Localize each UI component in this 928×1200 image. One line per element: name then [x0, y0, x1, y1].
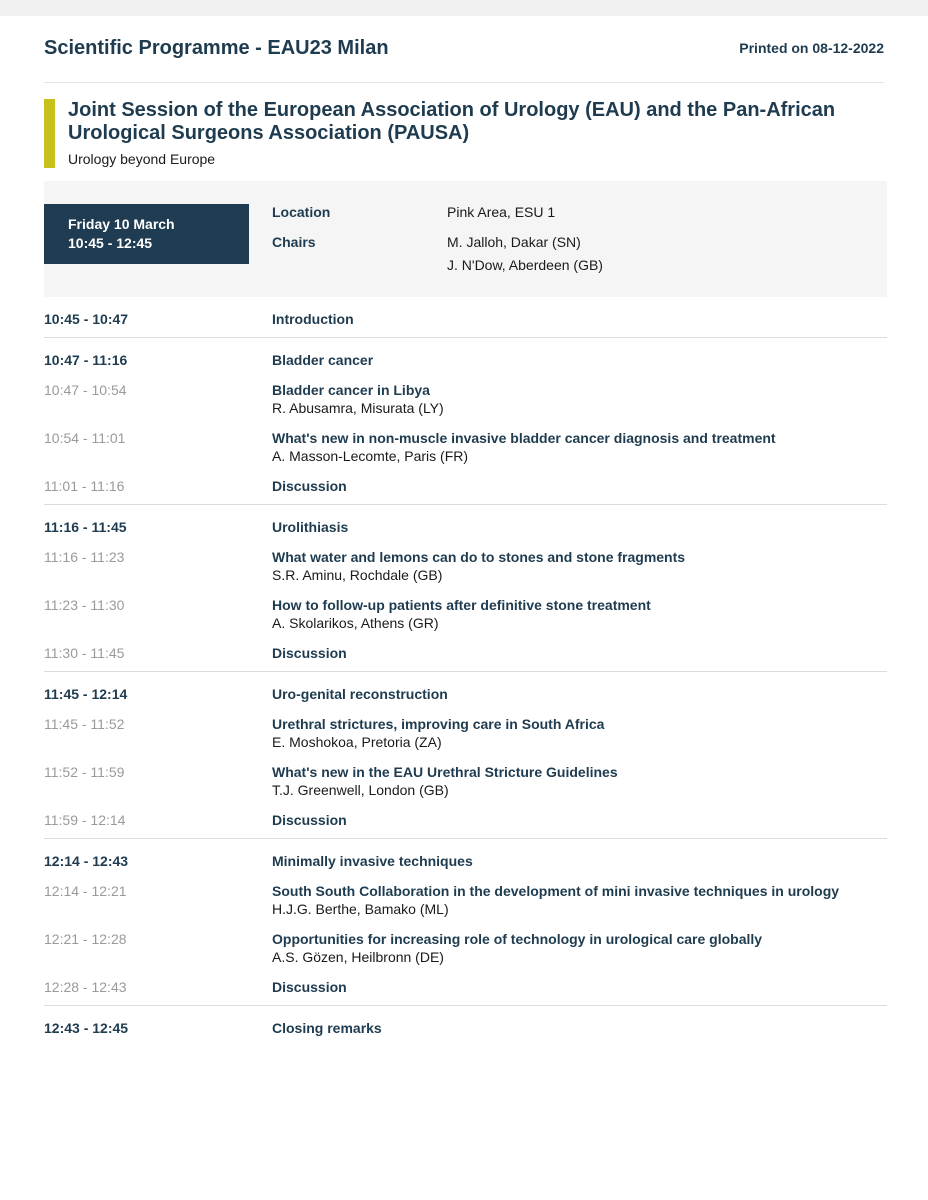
sub-item-content — [272, 596, 887, 632]
top-strip — [0, 0, 928, 16]
sub-item-content — [272, 978, 887, 996]
main-item-title: Urolithiasis — [272, 519, 349, 535]
sub-item-time: 12:28 - 12:43 — [44, 979, 127, 995]
sub-item-time: 12:14 - 12:21 — [44, 883, 127, 899]
programme-group — [44, 685, 887, 839]
session-accent-bar — [44, 99, 55, 168]
sub-item-row — [44, 477, 887, 495]
sub-item-row — [44, 715, 887, 751]
sub-item-time: 11:59 - 12:14 — [44, 812, 126, 828]
date-badge — [44, 204, 249, 264]
sub-item-content — [272, 930, 887, 966]
sub-item-time: 10:47 - 10:54 — [44, 382, 127, 398]
sub-item-time: 11:45 - 11:52 — [44, 716, 125, 732]
main-item-row — [44, 685, 887, 703]
main-item-row — [44, 351, 887, 369]
main-item-content — [272, 310, 887, 328]
sub-item-time: 11:01 - 11:16 — [44, 478, 125, 494]
sub-item-content — [272, 548, 887, 584]
main-item-time: 11:16 - 11:45 — [44, 519, 127, 535]
sub-item-speaker: A. Skolarikos, Athens (GR) — [272, 615, 439, 631]
location-label: Location — [272, 204, 331, 220]
main-item-title: Bladder cancer — [272, 352, 374, 368]
chairs-label: Chairs — [272, 234, 316, 250]
page-title: Scientific Programme - EAU23 Milan — [44, 37, 389, 59]
sub-item-time: 11:52 - 11:59 — [44, 764, 125, 780]
sub-item-title: Discussion — [272, 812, 347, 828]
printed-date: Printed on 08-12-2022 — [739, 40, 884, 56]
main-item-title: Closing remarks — [272, 1020, 382, 1036]
sub-item-row — [44, 930, 887, 966]
main-item-title: Introduction — [272, 311, 354, 327]
sub-item-speaker: A. Masson-Lecomte, Paris (FR) — [272, 448, 469, 464]
sub-item-title: South South Collaboration in the development of mini invasive techniques in urology — [272, 883, 840, 899]
main-item-row — [44, 518, 887, 536]
sub-item-row — [44, 381, 887, 417]
main-item-row — [44, 310, 887, 328]
main-item-time: 10:47 - 11:16 — [44, 352, 128, 368]
sub-item-time: 11:16 - 11:23 — [44, 549, 125, 565]
main-item-row — [44, 852, 887, 870]
sub-item-row — [44, 429, 887, 465]
sub-item-row — [44, 978, 887, 996]
programme-group — [44, 310, 887, 338]
sub-item-content — [272, 381, 887, 417]
main-item-time: 11:45 - 12:14 — [44, 686, 128, 702]
sub-item-time: 11:23 - 11:30 — [44, 597, 125, 613]
sub-item-row — [44, 763, 887, 799]
sub-item-title: Bladder cancer in Libya — [272, 382, 430, 398]
sub-item-title: What water and lemons can do to stones and stone fragments — [272, 549, 686, 565]
main-item-content — [272, 1019, 887, 1037]
main-item-time: 12:43 - 12:45 — [44, 1020, 129, 1036]
main-item-title: Uro-genital reconstruction — [272, 686, 448, 702]
sub-item-content — [272, 715, 887, 751]
sub-item-row — [44, 811, 887, 829]
sub-item-time: 10:54 - 11:01 — [44, 430, 126, 446]
programme-group — [44, 351, 887, 505]
sub-item-title: Discussion — [272, 645, 347, 661]
programme-list — [44, 297, 887, 1046]
sub-item-speaker: A.S. Gözen, Heilbronn (DE) — [272, 949, 444, 965]
sub-item-time: 12:21 - 12:28 — [44, 931, 127, 947]
sub-item-title: What's new in non-muscle invasive bladder cancer diagnosis and treatment — [272, 430, 776, 446]
programme-group — [44, 1019, 887, 1046]
main-item-content — [272, 518, 887, 536]
session-subtitle: Urology beyond Europe — [68, 151, 216, 167]
sub-item-content — [272, 429, 887, 465]
sub-item-content — [272, 763, 887, 799]
programme-group — [44, 518, 887, 672]
main-item-content — [272, 852, 887, 870]
sub-item-content — [272, 644, 887, 662]
sub-item-title: Opportunities for increasing role of technology in urological care globally — [272, 931, 763, 947]
sub-item-row — [44, 882, 887, 918]
page-header — [44, 36, 884, 83]
sub-item-row — [44, 644, 887, 662]
sub-item-content — [272, 477, 887, 495]
sub-item-content — [272, 811, 887, 829]
main-item-content — [272, 351, 887, 369]
main-item-title: Minimally invasive techniques — [272, 853, 473, 869]
sub-item-title: What's new in the EAU Urethral Stricture Guidelines — [272, 764, 618, 780]
main-item-time: 12:14 - 12:43 — [44, 853, 129, 869]
sub-item-title: Discussion — [272, 478, 347, 494]
sub-item-title: How to follow-up patients after definitive stone treatment — [272, 597, 651, 613]
chair-1: M. Jalloh, Dakar (SN) — [447, 234, 581, 250]
sub-item-title: Discussion — [272, 979, 347, 995]
programme-group — [44, 852, 887, 1006]
sub-item-speaker: H.J.G. Berthe, Bamako (ML) — [272, 901, 449, 917]
sub-item-speaker: R. Abusamra, Misurata (LY) — [272, 400, 444, 416]
session-info-box — [44, 181, 887, 297]
location-value: Pink Area, ESU 1 — [447, 204, 556, 220]
sub-item-time: 11:30 - 11:45 — [44, 645, 125, 661]
main-item-row — [44, 1019, 887, 1037]
sub-item-speaker: T.J. Greenwell, London (GB) — [272, 782, 449, 798]
session-date: Friday 10 March — [68, 216, 175, 232]
sub-item-row — [44, 548, 887, 584]
sub-item-speaker: S.R. Aminu, Rochdale (GB) — [272, 567, 443, 583]
chair-2: J. N'Dow, Aberdeen (GB) — [447, 257, 603, 273]
sub-item-title: Urethral strictures, improving care in South Africa — [272, 716, 605, 732]
session-title: Joint Session of the European Association of Urology (EAU) and the Pan-African Urological Surgeons Association (PAUSA) — [68, 99, 836, 144]
sub-item-row — [44, 596, 887, 632]
sub-item-speaker: E. Moshokoa, Pretoria (ZA) — [272, 734, 442, 750]
session-time: 10:45 - 12:45 — [68, 235, 153, 251]
sub-item-content — [272, 882, 887, 918]
main-item-time: 10:45 - 10:47 — [44, 311, 129, 327]
main-item-content — [272, 685, 887, 703]
